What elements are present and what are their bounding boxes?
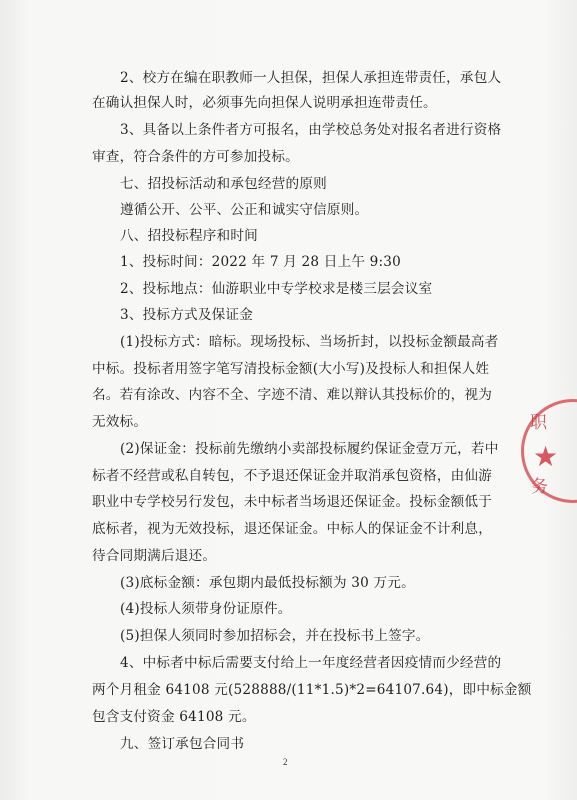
text-line: 中标。投标者用签字笔写清投标金额(大小写)及投标人和担保人姓 <box>92 361 490 377</box>
star-icon: ★ <box>533 440 559 473</box>
text-line: 包含支付资金 64108 元。 <box>92 709 256 725</box>
text-line: 2、投标地点：仙游职业中专学校求是楼三层会议室 <box>120 281 433 297</box>
text-line: 两个月租金 64108 元(528888/(11*1.5)*2=64107.64)，即中标金额 <box>92 682 532 698</box>
text-line: 底标者，视为无效投标，退还保证金。中标人的保证金不计利息， <box>92 521 493 537</box>
section-heading: 七、招投标活动和承包经营的原则 <box>120 176 327 192</box>
text-line: 无效标。 <box>92 414 148 430</box>
text-line: 2、校方在编在职教师一人担保，担保人承担连带责任，承包人 <box>120 70 502 86</box>
text-line: 4、中标者中标后需要支付给上一年度经营者因疫情而少经营的 <box>120 655 502 671</box>
seal-character: 务 <box>531 477 548 497</box>
official-seal-stamp <box>521 399 577 503</box>
text-line: 在确认担保人时，必须事先向担保人说明承担连带责任。 <box>92 95 437 111</box>
section-heading: 九、签订承包合同书 <box>120 736 245 752</box>
text-line: 待合同期满后退还。 <box>92 548 217 564</box>
text-line: 3、投标方式及保证金 <box>120 307 253 323</box>
text-line: 名。若有涂改、内容不全、字迹不清、难以辩认其投标价的，视为 <box>92 387 493 403</box>
text-line: (3)底标金额：承包期内最低投标额为 30 万元。 <box>120 575 415 591</box>
text-line: (2)保证金：投标前先缴纳小卖部投标履约保证金壹万元，若中 <box>120 441 499 457</box>
text-line: 审查，符合条件的方可参加投标。 <box>92 149 299 165</box>
text-line: (1)投标方式：暗标。现场投标、当场折封，以投标金额最高者 <box>120 334 499 350</box>
text-line: (5)担保人须同时参加招标会，并在投标书上签字。 <box>120 628 430 644</box>
text-line: 3、具备以上条件者方可报名，由学校总务处对报名者进行资格 <box>120 122 502 138</box>
text-line: 职业中专学校另行发包，未中标者当场退还保证金。投标金额低于 <box>92 494 493 510</box>
section-heading: 八、招投标程序和时间 <box>120 228 258 244</box>
text-line: 1、投标时间：2022 年 7 月 28 日上午 9:30 <box>120 254 401 270</box>
text-line: 标者不经营或私自转包，不予退还保证金并取消承包资格，由仙游 <box>92 468 493 484</box>
seal-character: 职 <box>530 413 547 433</box>
page-number: 2 <box>283 757 288 767</box>
text-line: (4)投标人须带身份证原件。 <box>120 601 292 617</box>
text-line: 遵循公开、公平、公正和诚实守信原则。 <box>120 202 369 218</box>
